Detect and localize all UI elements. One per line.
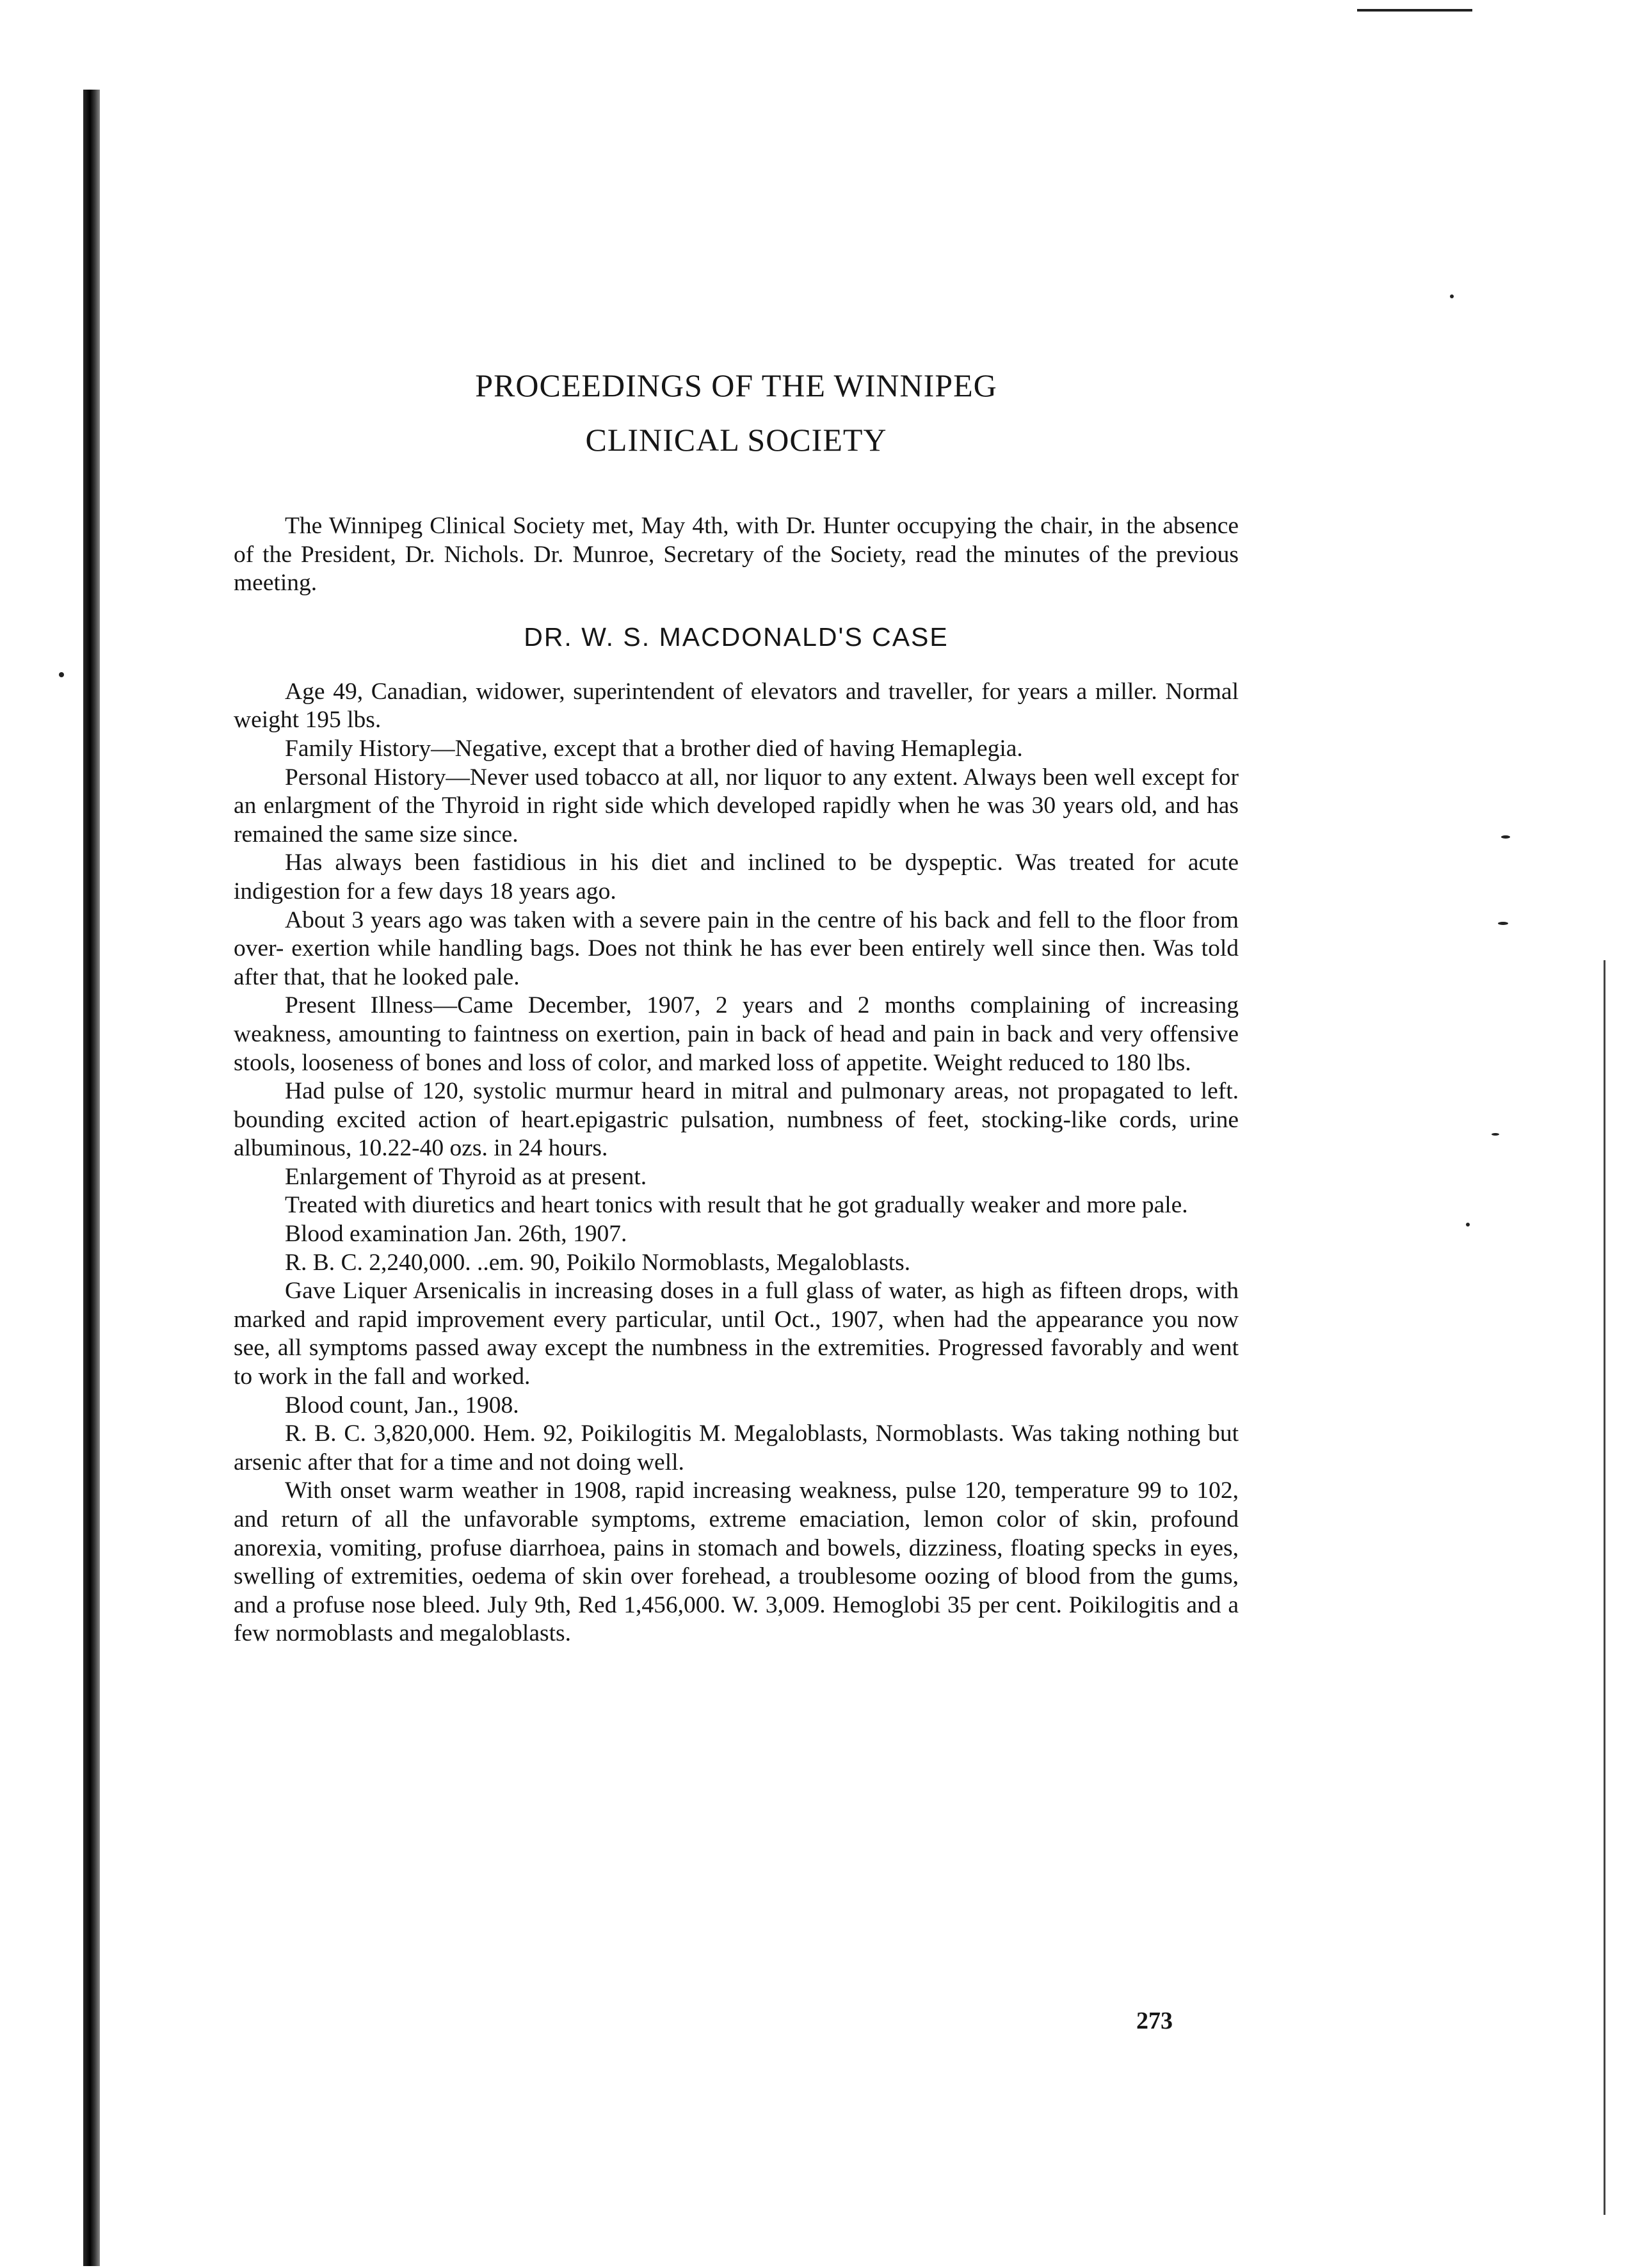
page-number: 273 <box>1136 2007 1173 2034</box>
scan-speck <box>1501 835 1510 839</box>
case-heading: DR. W. S. MACDONALD'S CASE <box>524 622 949 652</box>
case-paragraph: About 3 years ago was taken with a severe pain in the centre of his back and fell to the floor from over- exertion while handling bags. Does not think he has ever been entirely well since then. Was told after that, that he looked pale. <box>234 906 1239 990</box>
case-paragraph: Gave Liquer Arsenicalis in increasing doses in a full glass of water, as high as fifteen drops, with marked and rapid improvement every particular, until Oct., 1907, when had the appearance you now see, all symptoms passed away except the numbness in the extremities. Progressed favorably and went to work in the fall and worked. <box>234 1278 1239 1390</box>
case-paragraph: Treated with diuretics and heart tonics with result that he got gradually weaker and more pale. <box>285 1192 1188 1219</box>
scan-speck <box>1492 1133 1499 1136</box>
title-block <box>234 358 1239 467</box>
document-title-line-1: PROCEEDINGS OF THE WINNIPEG <box>475 367 997 403</box>
document-page <box>234 358 1239 1648</box>
case-paragraph: Has always been fastidious in his diet and inclined to be dyspeptic. Was treated for acute indigestion for a few days 18 years ago. <box>234 849 1239 905</box>
case-paragraph: R. B. C. 3,820,000. Hem. 92, Poikilogitis M. Megaloblasts, Normoblasts. Was taking nothing but arsenic after that for a time and not doing well. <box>234 1420 1239 1476</box>
intro-paragraph: The Winnipeg Clinical Society met, May 4th, with Dr. Hunter occupying the chair, in the absence of the President, Dr. Nichols. Dr. Munroe, Secretary of the Society, read the minutes of the previous meeting. <box>234 513 1239 597</box>
scan-speck <box>1450 294 1454 298</box>
scan-top-rule <box>1357 9 1472 12</box>
scan-speck <box>59 672 64 677</box>
document-title-line-2: CLINICAL SOCIETY <box>585 422 887 458</box>
scan-speck <box>1498 922 1508 925</box>
case-paragraph: R. B. C. 2,240,000. ..em. 90, Poikilo Normoblasts, Megaloblasts. <box>285 1249 911 1276</box>
scan-speck <box>1466 1223 1470 1226</box>
case-paragraph: Enlargement of Thyroid as at present. <box>285 1163 647 1190</box>
case-paragraph: Blood count, Jan., 1908. <box>285 1392 519 1419</box>
case-paragraph: Present Illness—Came December, 1907, 2 years and 2 months complaining of increasing weakness, amounting to faintness on exertion, pain in back of head and pain in back and very offensive stools, looseness of bones and loss of color, and marked loss of appetite. Weight reduced to 180 lbs. <box>234 992 1239 1076</box>
scan-binding-edge <box>83 90 100 2266</box>
case-paragraph: With onset warm weather in 1908, rapid increasing weakness, pulse 120, temperature 99 to 102, and return of all the unfavorable symptoms, extreme emaciation, lemon color of skin, profound anorexia, vomiting, profuse diarrhoea, pains in stomach and bowels, dizziness, floating specks in eyes, swelling of extremities, oedema of skin over forehead, a troublesome oozing of blood from the gums, and a profuse nose bleed. July 9th, Red 1,456,000. W. 3,009. Hemoglobi 35 per cent. Poikilogitis and a few normoblasts and megaloblasts. <box>234 1477 1239 1647</box>
case-paragraph: Family History—Negative, except that a brother died of having Hemaplegia. <box>285 735 1023 762</box>
case-paragraph: Personal History—Never used tobacco at all, nor liquor to any extent. Always been well except for an enlargment of the Thyroid in right side which developed rapidly when he was 30 years old, and has remained the same size since. <box>234 764 1239 848</box>
case-paragraph: Age 49, Canadian, widower, superintendent of elevators and traveller, for years a miller. Normal weight 195 lbs. <box>234 678 1239 734</box>
scan-right-margin-line <box>1604 960 1605 2215</box>
case-paragraph: Blood examination Jan. 26th, 1907. <box>285 1221 627 1248</box>
case-paragraph: Had pulse of 120, systolic murmur heard in mitral and pulmonary areas, not propagated to left. bounding excited action of heart.epigastric pulsation, numbness of feet, stocking-like cords, urine albuminous, 10.22-40 ozs. in 24 hours. <box>234 1078 1239 1162</box>
